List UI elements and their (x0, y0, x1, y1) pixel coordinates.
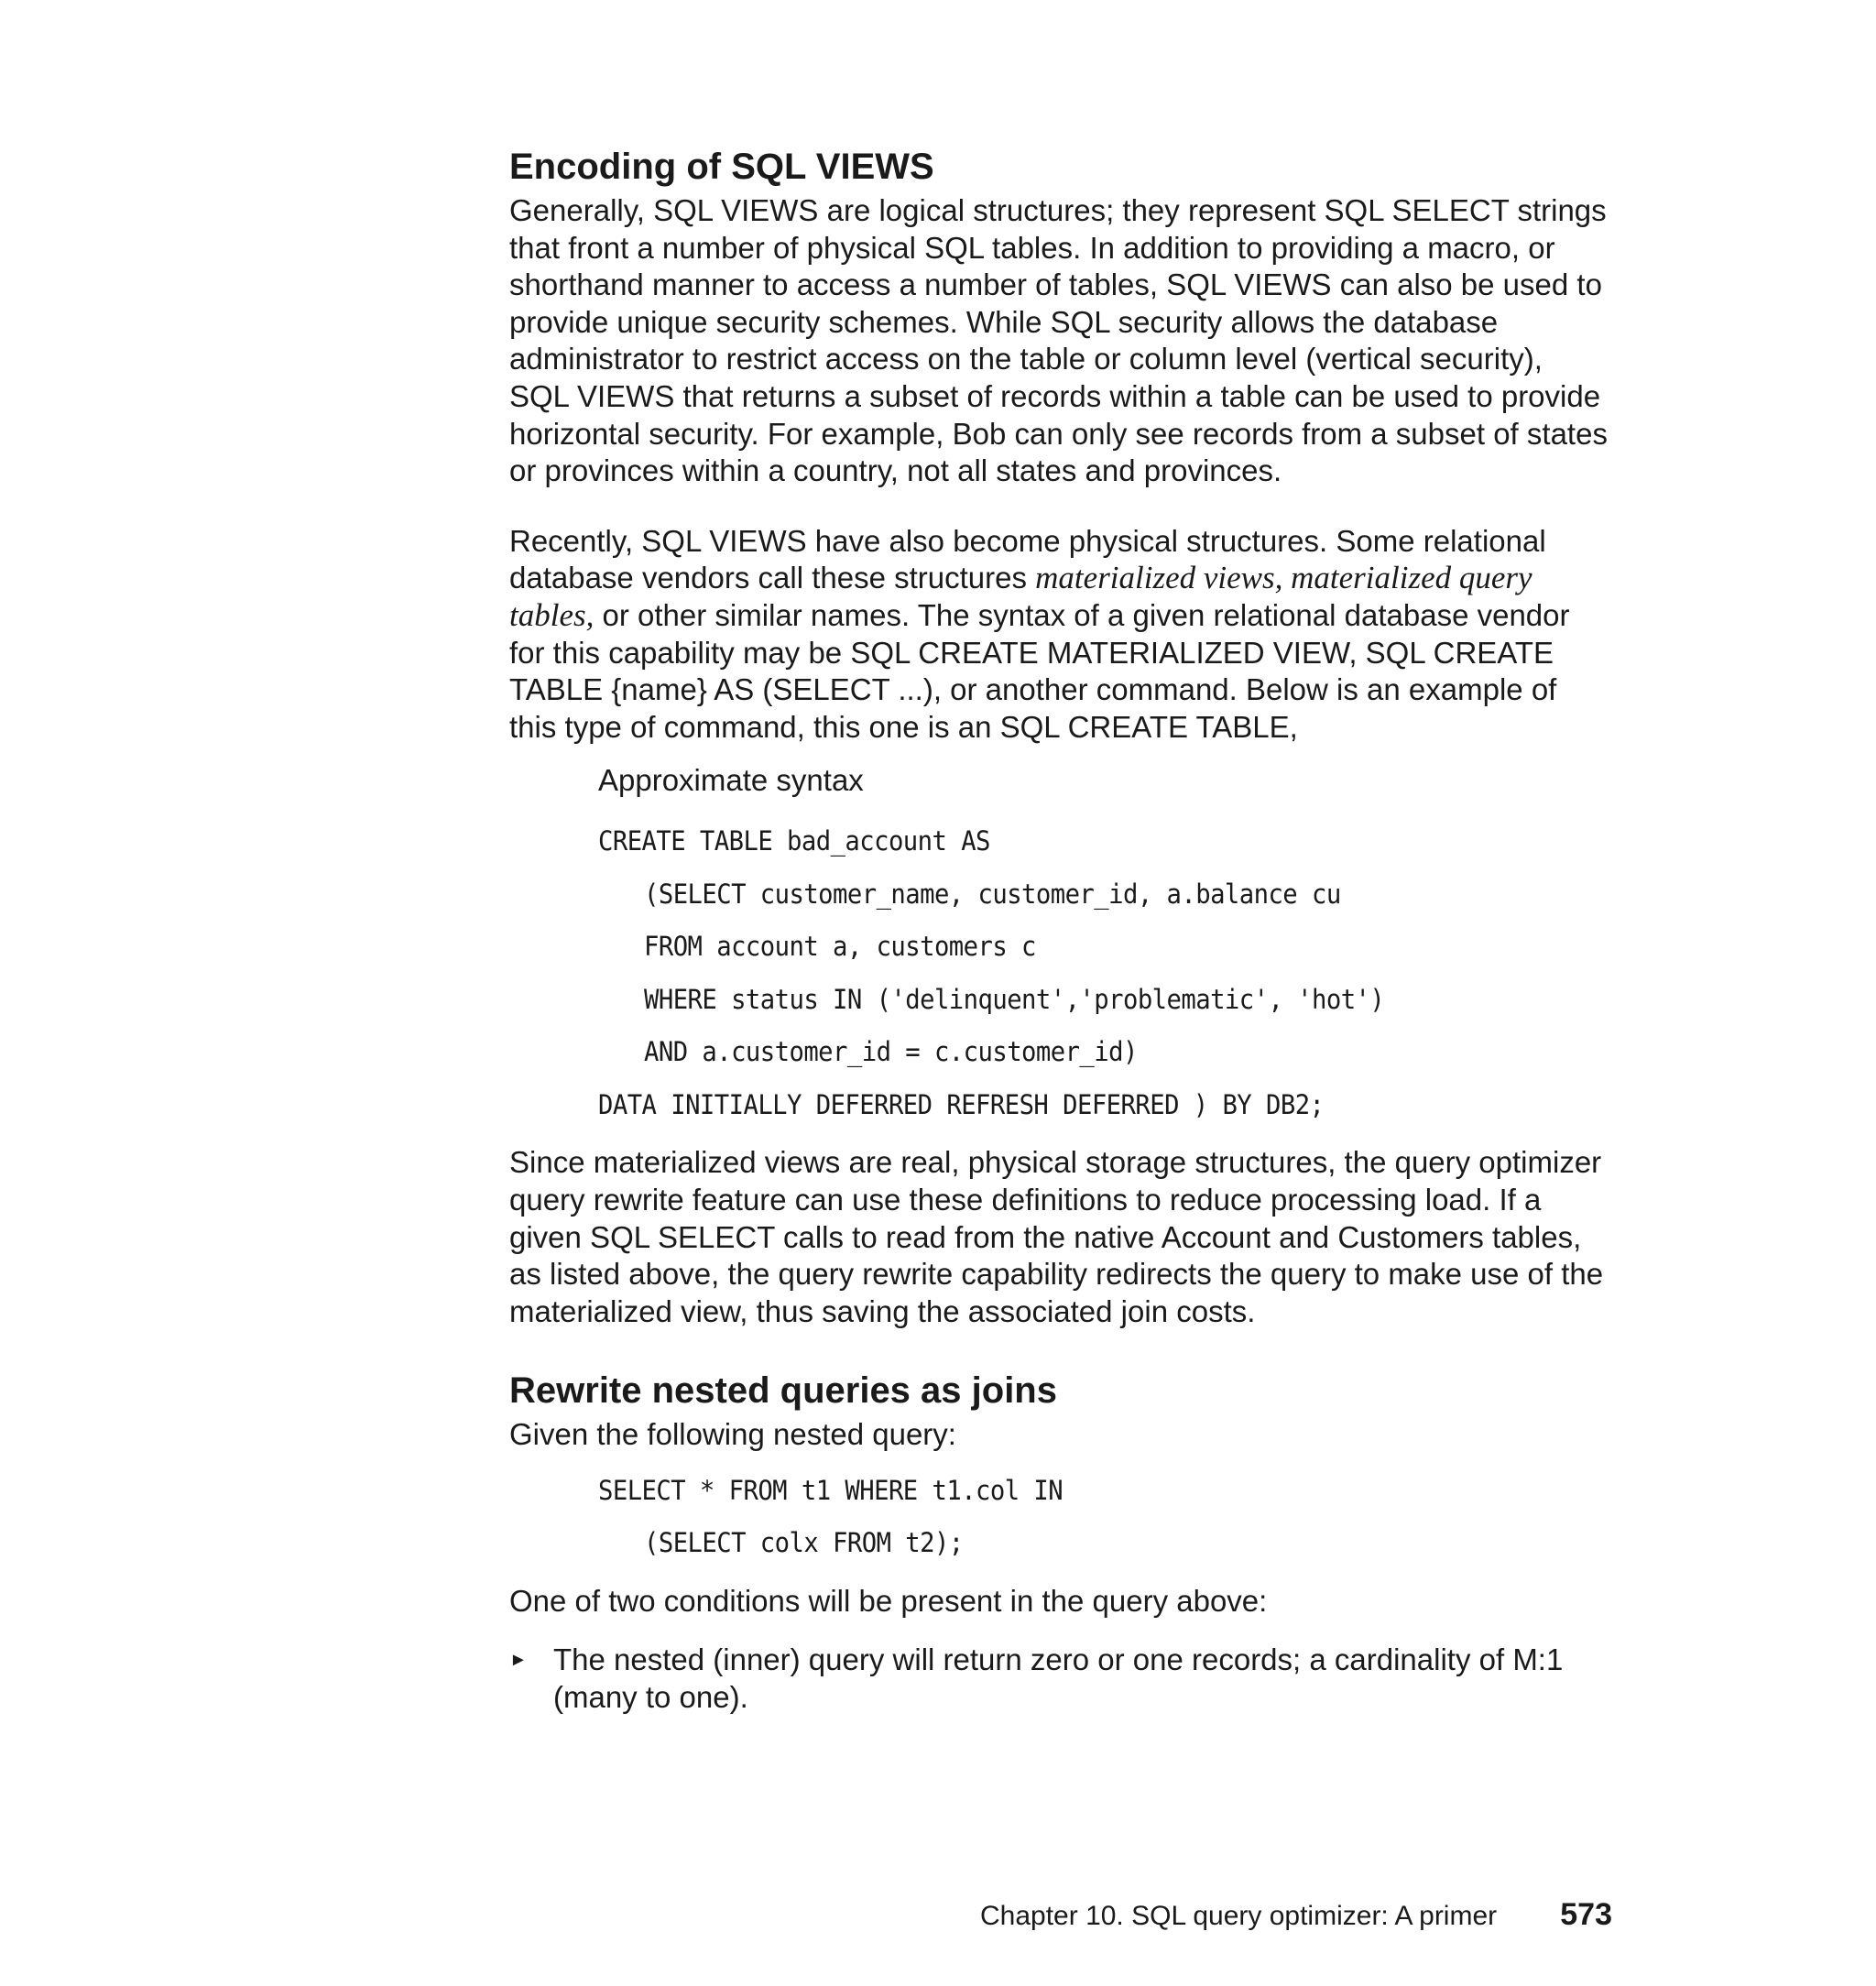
code-line: AND a.customer_id = c.customer_id) (644, 1036, 1138, 1068)
paragraph-views-physical-end: or other similar names. The syntax of a given relational database vendor for this capability may be SQL CREATE MATERIALIZED VIEW, SQL CREATE TABLE {name} AS (SELECT ...), or another command. Below is an example of this type of command, this one is an SQL CREATE TABLE, (509, 597, 1570, 744)
paragraph-conditions: One of two conditions will be present in the query above: (509, 1583, 1268, 1618)
document-page (509, 145, 1609, 1717)
code-line: WHERE status IN ('delinquent','problematic', 'hot') (644, 983, 1385, 1015)
section-heading-rewrite-nested-queries: Rewrite nested queries as joins (509, 1370, 1057, 1412)
paragraph-views-physical-start: Recently, SQL VIEWS have also become physical structures. Some relational database vendors call these structures (509, 523, 1546, 595)
list-item (509, 1642, 1609, 1716)
code-line: (SELECT colx FROM t2); (644, 1527, 964, 1559)
code-line: CREATE TABLE bad_account AS (598, 825, 990, 857)
paragraph-materialized-views: Since materialized views are real, physical storage structures, the query optimizer query rewrite feature can use these definitions to reduce processing load. If a given SQL SELECT calls to read from the native Account and Customers tables, as listed above, the query rewrite capability redirects the query to make use of the materialized view, thus saving the associated join costs. (509, 1145, 1604, 1328)
code-block-nested-query (598, 1465, 1609, 1570)
triangle-bullet-icon: ► (509, 1650, 528, 1671)
paragraph-views-logical: Generally, SQL VIEWS are logical structures; they represent SQL SELECT strings that front a number of physical SQL tables. In addition to providing a macro, or shorthand manner to access a number of tables, SQL VIEWS can also be used to provide unique security schemes. While SQL security allows the database administrator to restrict access on the table or column level (vertical security), SQL VIEWS that returns a subset of records within a table can be used to provide horizontal security. For example, Bob can only see records from a subset of states or provinces within a country, not all states and provinces. (509, 193, 1608, 488)
code-line: FROM account a, customers c (644, 931, 1036, 963)
paragraph-nested-intro: Given the following nested query: (509, 1417, 956, 1452)
code-line: (SELECT customer_name, customer_id, a.balance cu (644, 878, 1341, 910)
list-item-text: The nested (inner) query will return zero or one records; a cardinality of M:1 (many to one). (553, 1642, 1564, 1715)
italic-term-materialized: materialized views, materialized query tables, (509, 560, 1532, 633)
paragraph-views-physical (509, 523, 1609, 747)
code-line: SELECT * FROM t1 WHERE t1.col IN (598, 1474, 1063, 1506)
code-caption: Approximate syntax (598, 763, 864, 798)
code-block-create-table (598, 762, 1609, 1131)
section-heading-encoding-sql-views: Encoding of SQL VIEWS (509, 147, 934, 187)
code-line: DATA INITIALLY DEFERRED REFRESH DEFERRED ) BY DB2; (598, 1088, 1325, 1120)
page-number: 573 (1560, 1897, 1612, 1932)
footer-chapter-title: Chapter 10. SQL query optimizer: A primer (980, 1901, 1498, 1931)
bullet-list (509, 1642, 1609, 1716)
